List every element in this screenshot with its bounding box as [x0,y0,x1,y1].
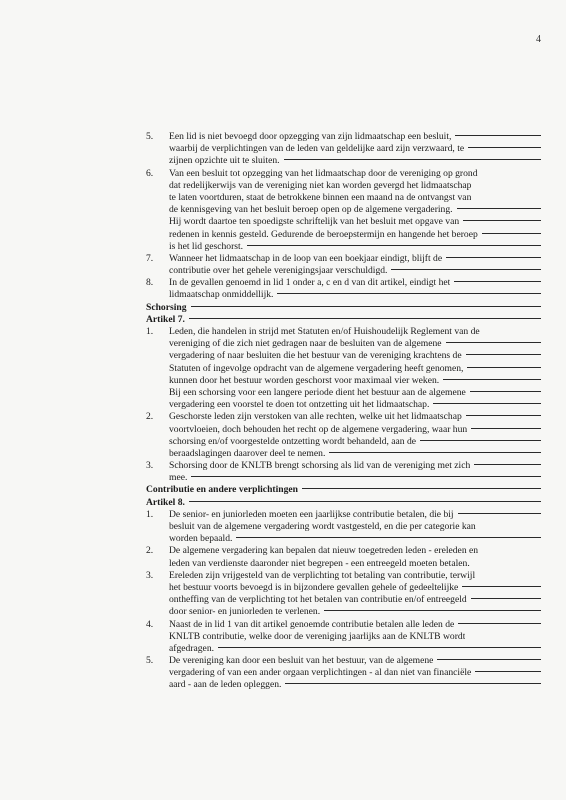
fill-rule [302,488,541,489]
item-number: 8. [146,277,154,289]
fill-rule [329,452,541,453]
fill-rule [189,501,541,502]
fill-rule [462,586,541,587]
fill-rule [191,306,541,307]
item-number: 5. [146,655,154,667]
text-line [146,545,541,557]
fill-rule [189,318,541,319]
fill-rule [454,281,541,282]
line-text: lidmaatschap onmiddellijk. [169,289,274,301]
fill-rule [420,440,541,441]
text-line [146,131,541,143]
text-line [146,424,541,436]
line-text: worden bepaald. [169,533,233,545]
line-text: schorsing en/of voorgestelde ontzetting wordt behandeld, aan de [169,435,417,447]
fill-rule [437,659,541,660]
text-line [146,375,541,387]
fill-rule [236,537,541,538]
item-number: 7. [146,252,154,264]
heading-text: Schorsing [146,301,187,313]
fill-rule [191,476,541,477]
item-number: 3. [146,569,154,581]
text-line [146,399,541,411]
heading-text: Artikel 7. [146,313,185,325]
fill-rule [284,159,541,160]
text-line [146,509,541,521]
text-line [146,338,541,350]
fill-rule [467,367,541,368]
text-line [146,631,541,643]
line-text: De senior- en juniorleden moeten een jaarlijkse contributie betalen, die bij [169,508,454,520]
fill-rule [475,671,541,672]
section-heading [146,302,541,314]
item-number: 1. [146,508,154,520]
fill-rule [470,391,541,392]
text-line [146,655,541,667]
fill-rule [458,623,541,624]
fill-rule [285,683,541,684]
text-line [146,436,541,448]
text-line [146,558,541,570]
line-text: Statuten of ingevolge opdracht van de algemene vergadering heeft genomen, [169,362,464,374]
line-text: ontheffing van de verplichting tot het betalen van contributie en/of entreegeld [169,594,467,606]
line-text: dat redelijkerwijs van de vereniging niet kan worden gevergd het lidmaatschap [169,179,472,191]
line-text: door senior- en juniorleden te verlenen. [169,606,321,618]
line-text: Naast de in lid 1 van dit artikel genoemde contributie betalen alle leden de [169,618,455,630]
text-line [146,350,541,362]
text-line [146,387,541,399]
section-heading [146,497,541,509]
text-line [146,667,541,679]
line-text: Hij wordt daartoe ten spoedigste schriftelijk van het besluit met opgave van [169,216,460,228]
text-line [146,582,541,594]
statute-text [146,131,541,692]
line-text: afgedragen. [169,642,215,654]
item-number: 2. [146,411,154,423]
text-line [146,192,541,204]
line-text: Geschorste leden zijn verstoken van alle rechten, welke uit het lidmaatschap [169,411,462,423]
heading-text: Artikel 8. [146,496,185,508]
line-text: vergadering een voorstel te doen tot ontzetting uit het lidmaatschap. [169,399,430,411]
line-text: vergadering of naar besluiten die het bestuur van de vereniging krachtens de [169,350,462,362]
line-text: Leden, die handelen in strijd met Statuten en/of Huishoudelijk Reglement van de [169,326,480,337]
item-number: 3. [146,460,154,472]
text-line [146,155,541,167]
text-line [146,594,541,606]
section-heading [146,484,541,496]
text-line [146,606,541,618]
fill-rule [468,147,541,148]
line-text: Bij een schorsing voor een langere periode dient het bestuur aan de algemene [169,386,466,398]
line-text: KNLTB contributie, welke door de vereniging jaarlijks aan de KNLTB wordt [169,630,466,642]
line-text: vereniging of die zich niet gedragen naar de besluiten van de algemene [169,338,442,350]
item-number: 1. [146,326,154,337]
text-line [146,533,541,545]
text-line [146,363,541,375]
line-text: aard - aan de leden opleggen. [169,679,282,691]
text-line [146,326,541,338]
text-line [146,277,541,289]
line-text: mee. [169,472,188,484]
text-line [146,448,541,460]
fill-rule [466,354,541,355]
line-text: Een lid is niet bevoegd door opzegging van zijn lidmaatschap een besluit, [169,131,452,142]
fill-rule [474,464,541,465]
text-line [146,229,541,241]
line-text: de kennisgeving van het besluit beroep open op de algemene vergadering. [169,204,453,216]
line-text: Ereleden zijn vrijgesteld van de verplichting tot betaling van contributie, terwijl [169,569,476,581]
text-line [146,265,541,277]
text-line [146,289,541,301]
fill-rule [443,379,541,380]
item-number: 6. [146,167,154,179]
item-number: 5. [146,131,154,142]
line-text: voortvloeien, doch behouden het recht op de algemene vergadering, waar hun [169,423,468,435]
text-line [146,168,541,180]
text-line [146,204,541,216]
line-text: De algemene vergadering kan bepalen dat nieuw toegetreden leden - ereleden en [169,545,479,557]
text-line [146,460,541,472]
line-text: kunnen door het bestuur worden geschorst voor maximaal vier weken. [169,374,440,386]
fill-rule [457,208,541,209]
fill-rule [218,647,541,648]
fill-rule [455,135,541,136]
line-text: Wanneer het lidmaatschap in de loop van een boekjaar eindigt, blijft de [169,252,443,264]
fill-rule [471,598,541,599]
item-number: 4. [146,618,154,630]
line-text: In de gevallen genoemd in lid 1 onder a, c en d van dit artikel, eindigt het [169,277,451,289]
text-line [146,472,541,484]
section-heading [146,314,541,326]
text-line [146,216,541,228]
line-text: te laten voortduren, staat de betrokkene binnen een maand na de ontvangst van [169,191,472,203]
text-line [146,619,541,631]
line-text: leden van verdienste daaronder niet begrepen - een entreegeld moeten betalen. [169,557,470,569]
fill-rule [391,269,541,270]
text-line [146,411,541,423]
fill-rule [247,245,541,246]
line-text: beraadslagingen daarover deel te nemen. [169,447,326,459]
text-line [146,679,541,691]
text-line [146,570,541,582]
line-text: zijnen opzichte uit te sluiten. [169,155,280,167]
line-text: Van een besluit tot opzegging van het lidmaatschap door de vereniging op grond [169,167,478,179]
fill-rule [277,293,541,294]
text-line [146,521,541,533]
line-text: redenen in kennis gesteld. Gedurende de beroepstermijn en hangende het beroep [169,228,478,240]
fill-rule [471,428,541,429]
line-text: het bestuur voorts bevoegd is in bijzondere gevallen gehele of gedeeltelijke [169,581,459,593]
text-line [146,143,541,155]
line-text: contributie over het gehele verenigingsjaar verschuldigd. [169,265,388,277]
heading-text: Contributie en andere verplichtingen [146,484,298,496]
line-text: Schorsing door de KNLTB brengt schorsing als lid van de vereniging met zich [169,460,471,472]
text-line [146,253,541,265]
line-text: waarbij de verplichtingen van de leden van geldelijke aard zijn verzwaard, te [169,143,465,155]
item-number: 2. [146,545,154,557]
text-line [146,180,541,192]
line-text: vergadering of van een ander orgaan verplichtingen - al dan niet van financiële [169,667,472,679]
line-text: is het lid geschorst. [169,240,244,252]
fill-rule [463,220,541,221]
text-line [146,643,541,655]
fill-rule [433,403,541,404]
fill-rule [324,610,541,611]
text-line [146,241,541,253]
page-number: 4 [536,34,541,45]
fill-rule [482,233,541,234]
line-text: De vereniging kan door een besluit van het bestuur, van de algemene [169,655,434,667]
fill-rule [458,513,541,514]
line-text: besluit van de algemene vergadering wordt vastgesteld, en die per categorie kan [169,521,476,532]
fill-rule [446,257,541,258]
fill-rule [466,415,541,416]
fill-rule [446,342,541,343]
